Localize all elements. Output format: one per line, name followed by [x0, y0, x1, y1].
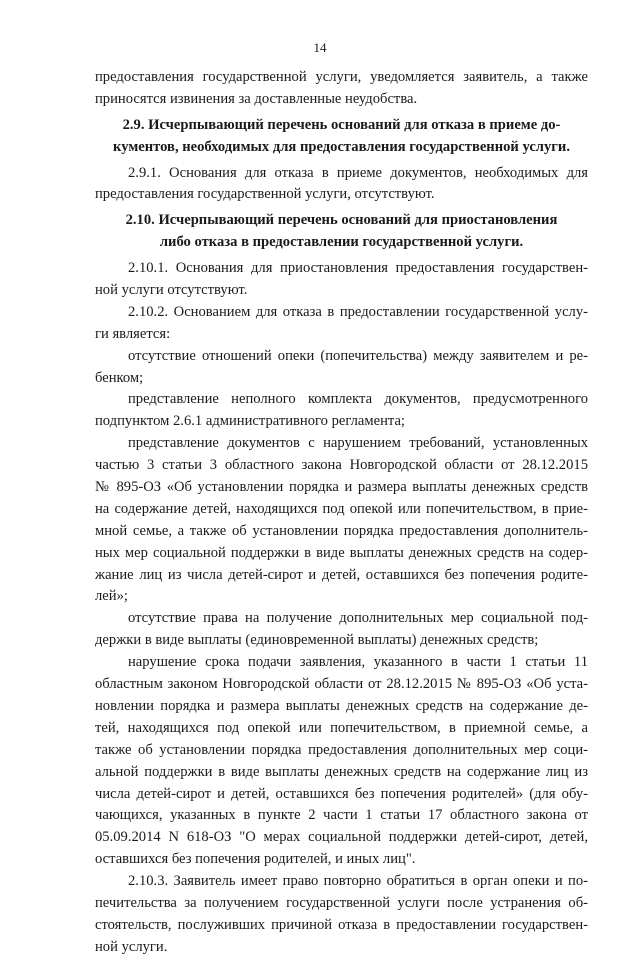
text-line: также об установлении порядка предоставления дополнительных мер соци-: [95, 741, 588, 758]
text-line: отсутствие права на получение дополнительных мер социальной под-: [128, 610, 588, 627]
text-line: держки в виде выплаты (единовременной выплаты) денежных средств;: [95, 632, 539, 649]
text-line: ной услуги.: [95, 938, 168, 955]
text-line: либо отказа в предоставлении государственной услуги.: [159, 234, 524, 251]
text-line: ги является:: [95, 325, 171, 342]
text-line: жание лиц из числа детей-сирот и детей, оставшихся без попечения родите-: [95, 566, 588, 583]
text-line: числа детей-сирот и детей, оставшихся без попечения родителей» (для обу-: [95, 785, 588, 802]
text-line: лей»;: [95, 588, 128, 605]
text-line: представление документов с нарушением требований, установленных: [128, 435, 588, 452]
text-line: альной поддержки в виде выплаты денежных средств на содержание лиц из: [95, 763, 588, 780]
text-line: оставшихся без попечения родителей, и иных лиц".: [95, 851, 416, 868]
paragraph: [95, 871, 588, 959]
section-heading: [95, 111, 588, 163]
text-line: мной семье, а также об установлении порядка предоставления дополнитель-: [95, 522, 588, 539]
text-line: 2.10.3. Заявитель имеет право повторно обратиться в орган опеки и по-: [128, 873, 588, 890]
text-line: стоятельств, послуживших причиной отказа в предоставлении государствен-: [95, 916, 588, 933]
text-line: печительства за получением государственной услуги после устранения об-: [95, 894, 588, 911]
text-line: 2.9. Исчерпывающий перечень оснований для отказа в приеме до-: [122, 116, 561, 133]
text-line: частью 3 статьи 3 областного закона Новгородской области от 28.12.2015: [95, 457, 588, 474]
text-line: 2.10.1. Основания для приостановления предоставления государствен-: [128, 260, 588, 277]
text-line: № 895-ОЗ «Об установлении порядка и размера выплаты денежных средств: [95, 479, 588, 496]
text-line: приносятся извинения за доставленные неудобства.: [95, 90, 418, 107]
text-line: предоставления государственной услуги, отсутствуют.: [95, 186, 435, 203]
paragraph: [95, 163, 588, 207]
text-line: предоставления государственной услуги, уведомляется заявитель, а также: [95, 69, 588, 85]
text-line: нарушение срока подачи заявления, указанного в части 1 статьи 11: [128, 654, 588, 671]
text-line: 05.09.2014 N 618-ОЗ "О мерах социальной поддержки детей-сирот, детей,: [95, 829, 588, 846]
paragraph: [95, 433, 588, 608]
page-number: 14: [313, 40, 327, 55]
paragraph: [95, 652, 588, 871]
text-line: тей, находящихся под опекой или попечительством, в приемной семье, а: [95, 719, 588, 736]
text-line: отсутствие отношений опеки (попечительства) между заявителем и ре-: [128, 347, 588, 364]
text-line: представление неполного комплекта документов, предусмотренного: [128, 391, 588, 408]
paragraph: [95, 608, 588, 652]
text-line: областным законом Новгородской области от 28.12.2015 № 895-ОЗ «Об уста-: [95, 676, 588, 693]
paragraph: [95, 389, 588, 433]
text-line: бенком;: [95, 369, 144, 386]
text-line: кументов, необходимых для предоставления государственной услуги.: [113, 138, 570, 155]
section-heading: [95, 206, 588, 258]
paragraph: [95, 346, 588, 390]
text-line: 2.9.1. Основания для отказа в приеме документов, необходимых для: [128, 164, 588, 181]
text-line: новлении порядка и размера выплаты денежных средств на содержание де-: [95, 697, 588, 714]
text-line: 2.10.2. Основанием для отказа в предоставлении государственной услу-: [128, 303, 588, 320]
paragraph: [95, 67, 588, 111]
text-line: чающихся, указанных в пункте 2 части 1 статьи 17 областного закона от: [95, 807, 588, 824]
text-line: 2.10. Исчерпывающий перечень оснований для приостановления: [125, 212, 558, 229]
text-line: на содержание детей, находящихся под опекой или попечительством, в прие-: [95, 500, 588, 517]
text-line: ной услуги отсутствуют.: [95, 282, 248, 299]
text-line: ных мер социальной поддержки в виде выплаты денежных средств на содер-: [95, 544, 588, 561]
text-line: подпунктом 2.6.1 административного регламента;: [95, 413, 405, 430]
paragraph: [95, 302, 588, 346]
document-body: [95, 67, 588, 959]
paragraph: [95, 258, 588, 302]
